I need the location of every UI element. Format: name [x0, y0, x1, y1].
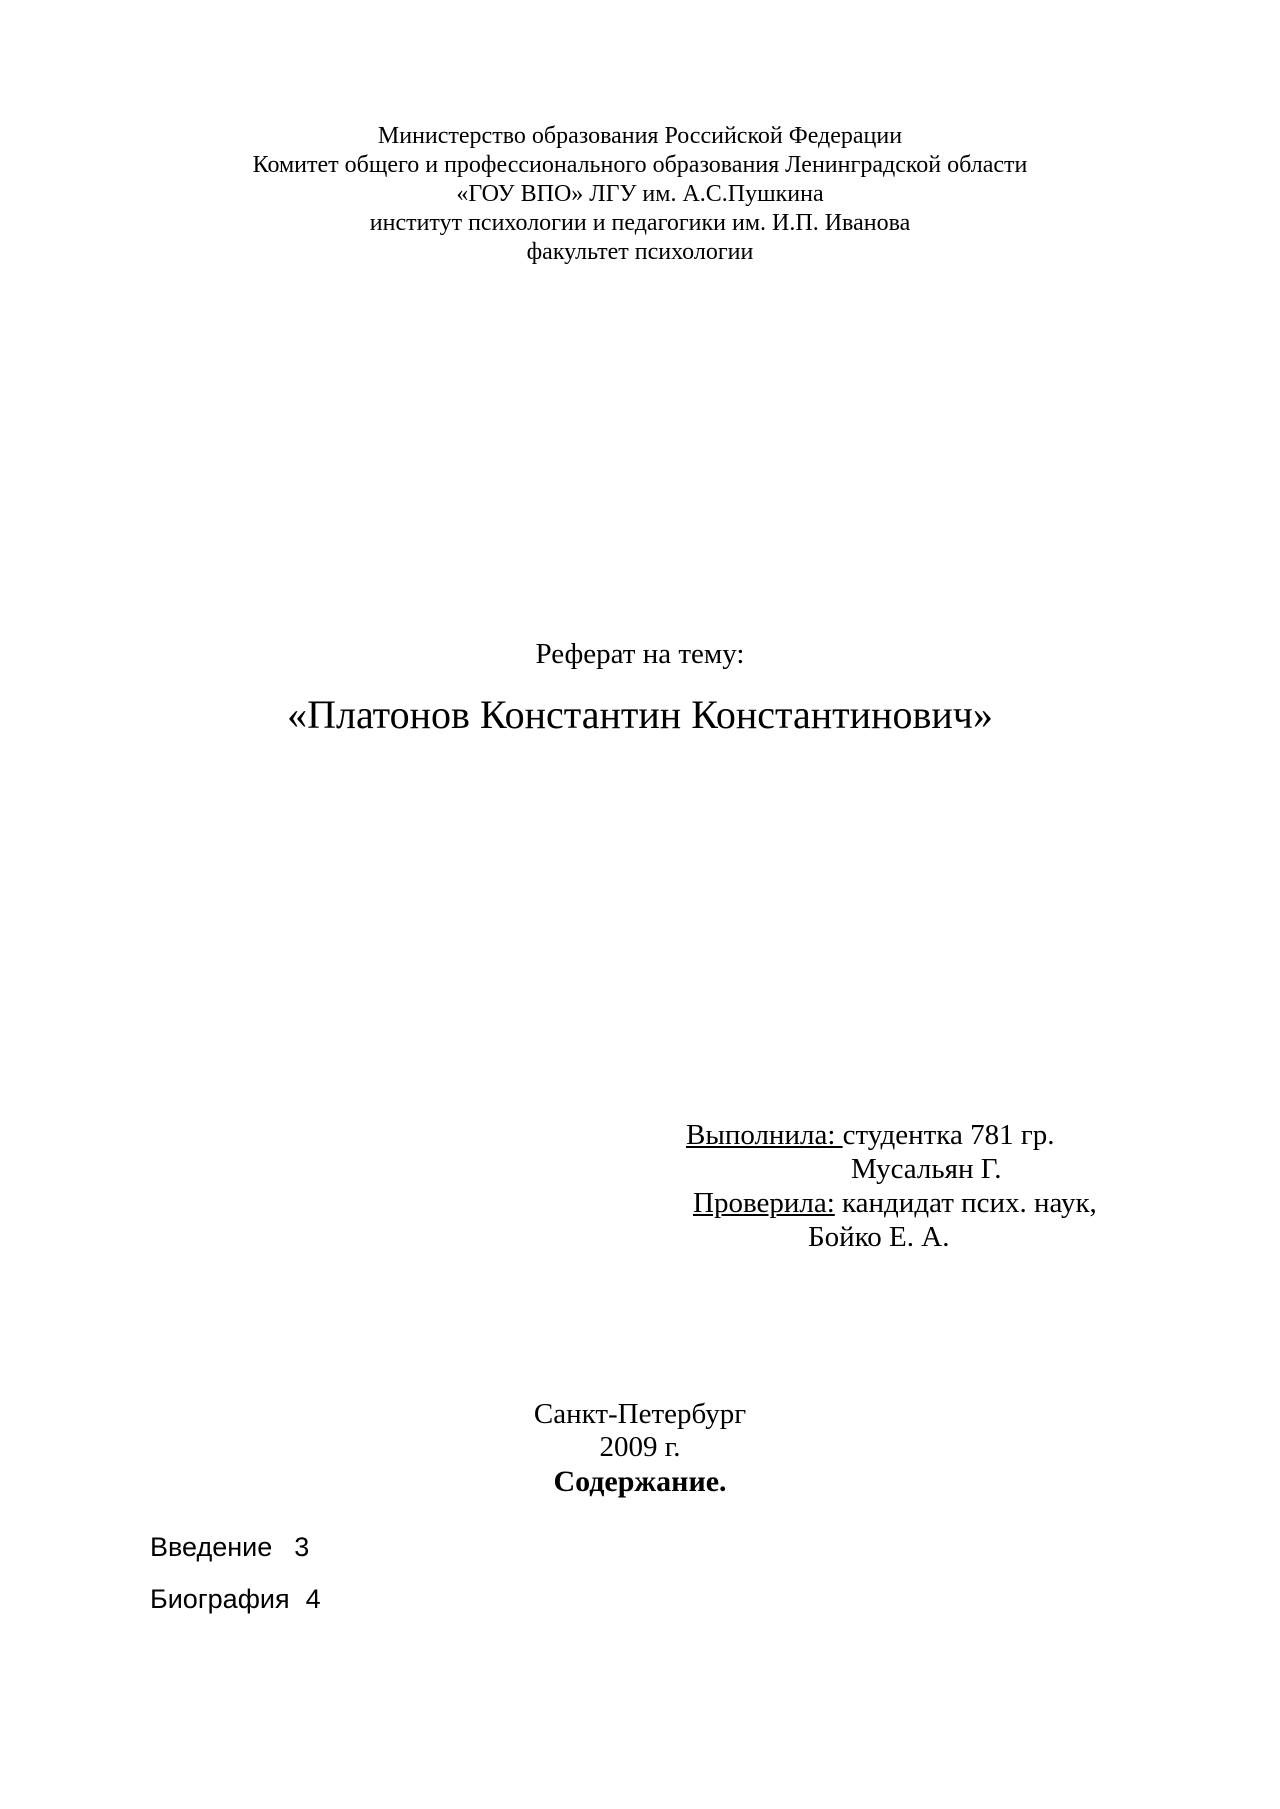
toc-item	[150, 1530, 309, 1564]
committee-line: Комитет общего и профессионального образования Ленинградской области	[252, 152, 1028, 178]
toc-item-label: Биография	[150, 1584, 290, 1614]
institution-header	[0, 122, 1280, 267]
performed-value: студентка 781 гр.	[842, 1119, 1055, 1151]
institute-line: институт психологии и педагогики им. И.П. Иванова	[369, 210, 911, 236]
checked-by-line	[693, 1186, 1097, 1220]
ministry-line: Министерство образования Российской Федерации	[377, 123, 903, 149]
performed-label: Выполнила:	[686, 1119, 843, 1151]
toc-item-page: 4	[305, 1584, 321, 1614]
city: Санкт-Петербург	[533, 1398, 747, 1430]
faculty-line: факультет психологии	[526, 239, 754, 265]
topic-intro: Реферат на тему:	[535, 638, 745, 670]
student-name: Мусальян Г.	[851, 1153, 1002, 1185]
toc-item	[150, 1582, 321, 1616]
place-date	[0, 1398, 1280, 1464]
university-line: «ГОУ ВПО» ЛГУ им. А.С.Пушкина	[456, 181, 824, 207]
toc-item-page: 3	[294, 1532, 310, 1562]
toc-item-label: Введение	[150, 1532, 273, 1562]
toc-heading: Содержание.	[553, 1465, 727, 1498]
performed-by-line	[686, 1118, 1054, 1152]
supervisor-name: Бойко Е. А.	[808, 1221, 950, 1253]
document-title: «Платонов Константин Константинович»	[287, 692, 993, 737]
checked-label: Проверила:	[693, 1187, 835, 1219]
year: 2009 г.	[599, 1431, 681, 1463]
checked-value: кандидат псих. наук,	[834, 1187, 1097, 1219]
